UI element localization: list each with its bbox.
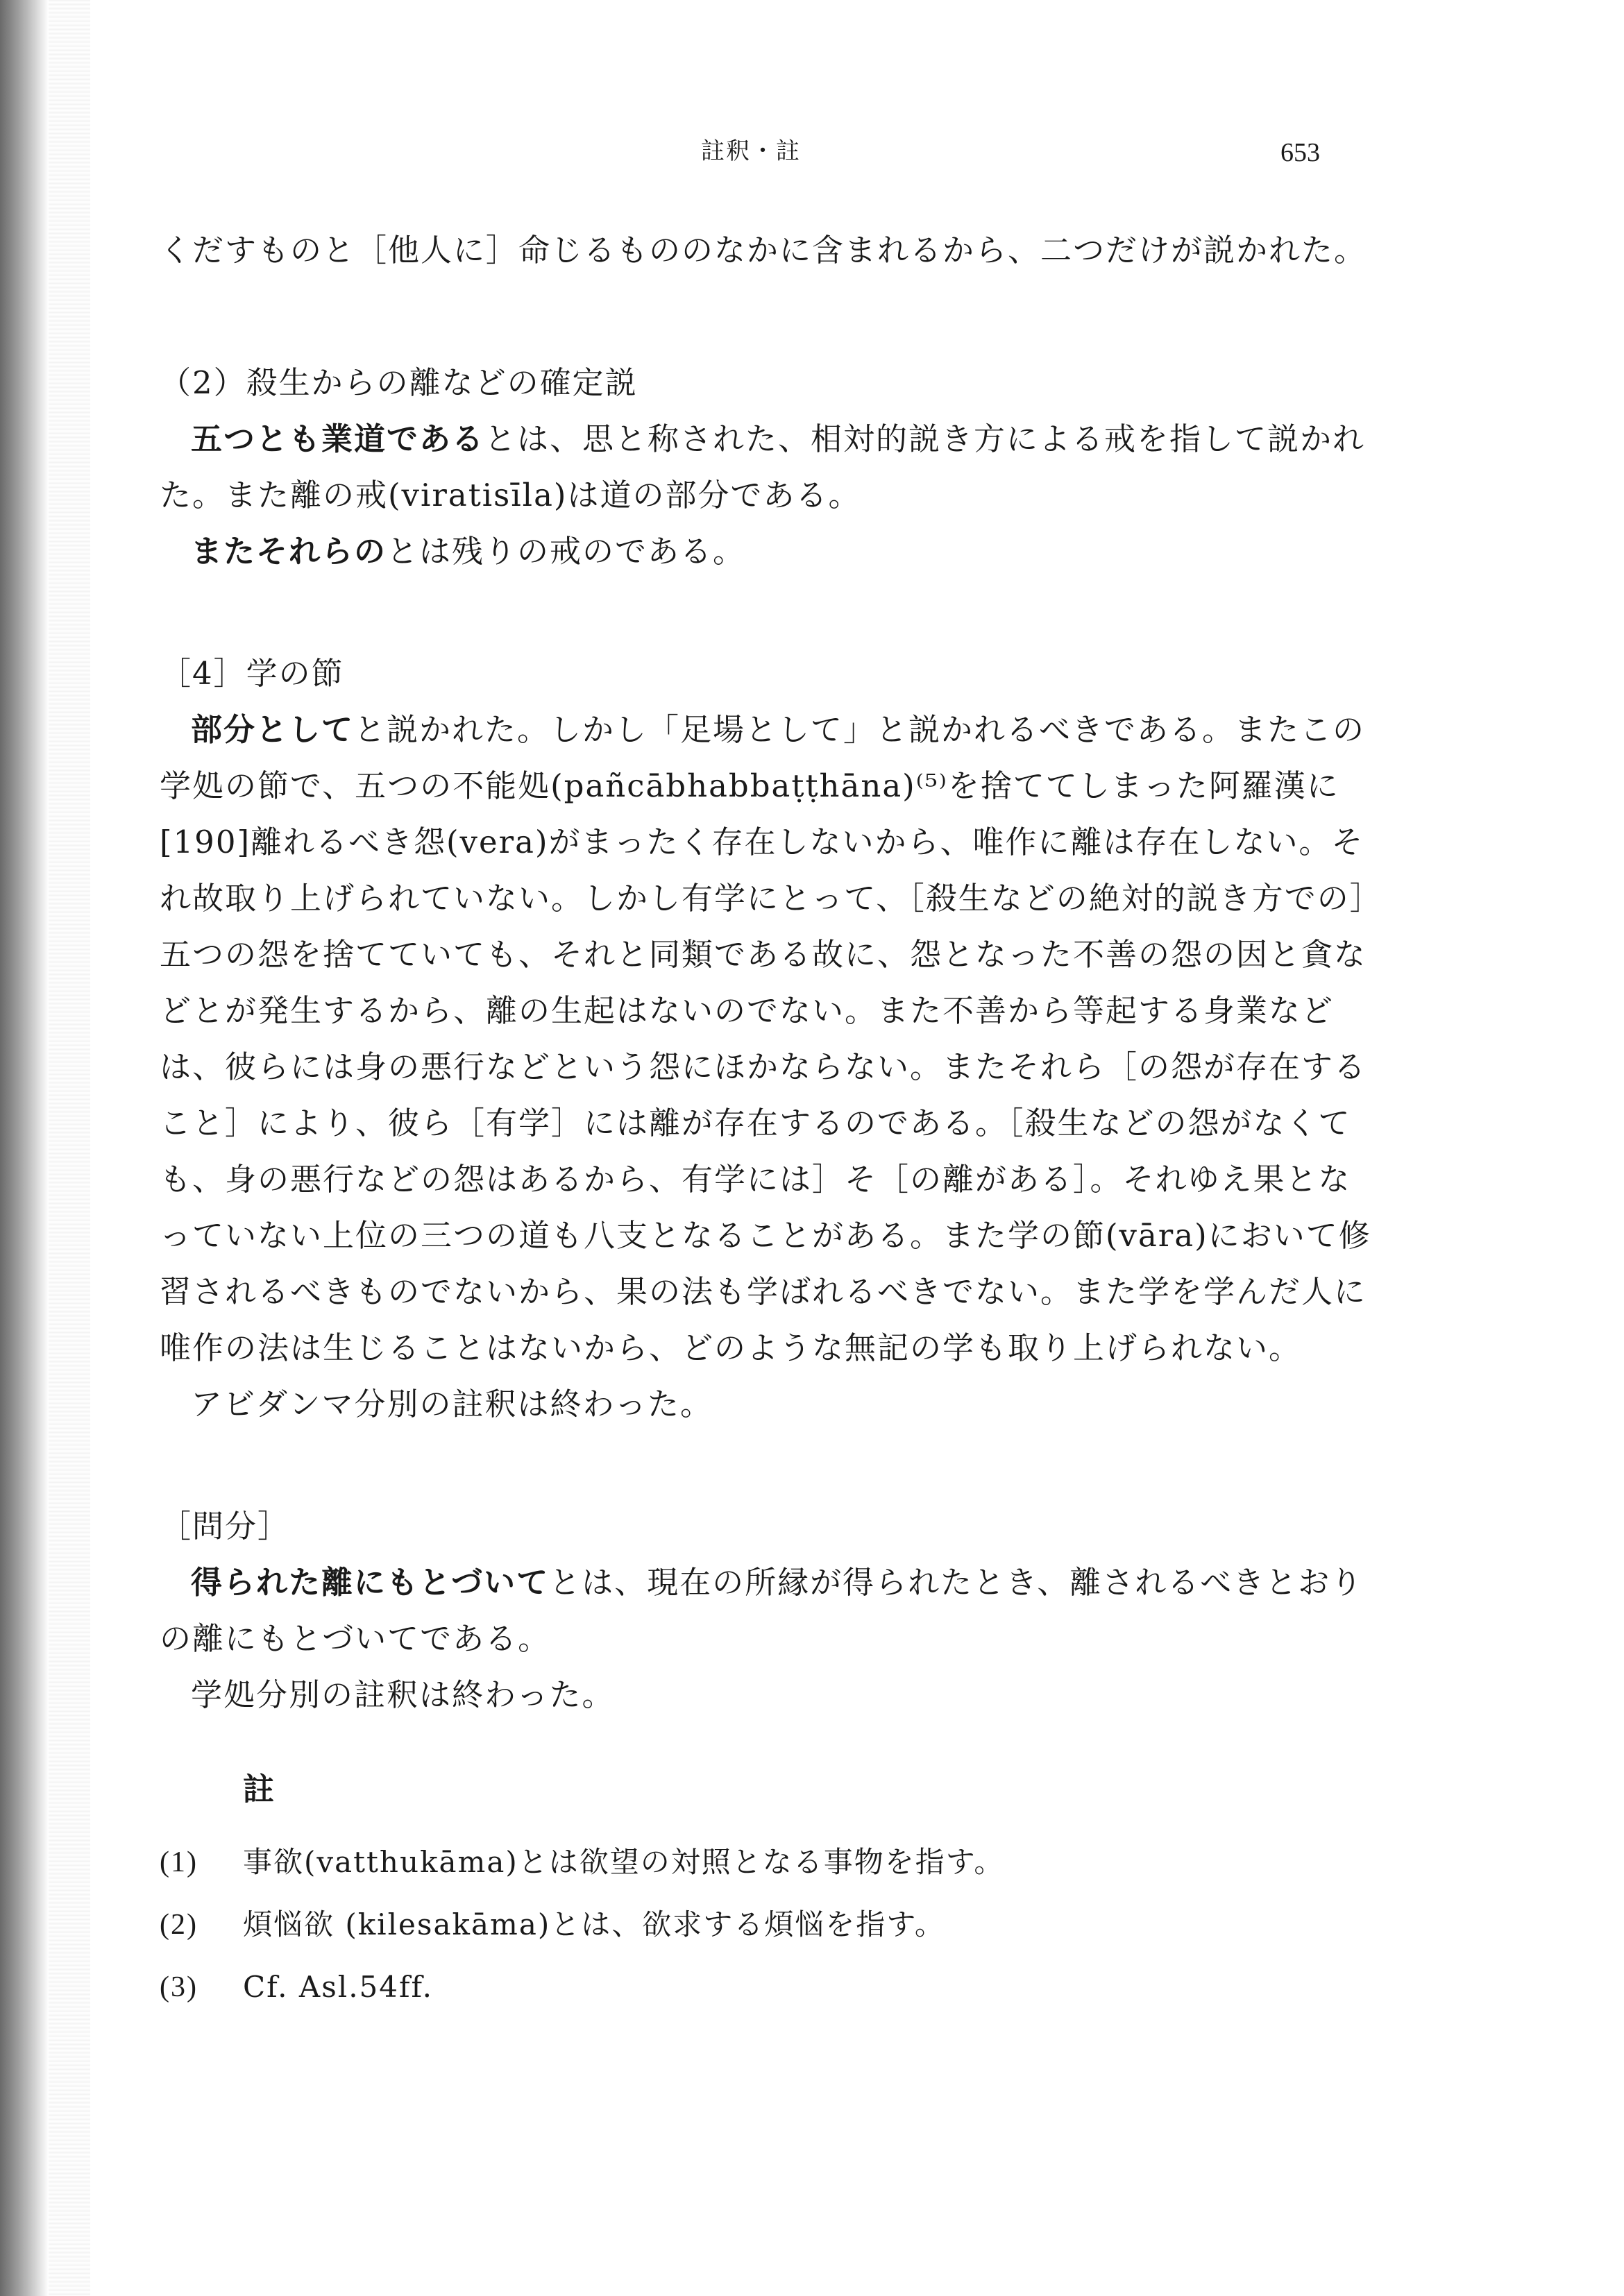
running-head: 註釈・註 — [701, 137, 801, 165]
binding-texture — [49, 0, 90, 2296]
bold-term: またそれらの — [191, 533, 387, 570]
spacer — [160, 1723, 1381, 1761]
note-item — [160, 1831, 1381, 1894]
section-2-heading: （2）殺生からの離などの確定説 — [160, 364, 638, 401]
book-binding-shadow — [0, 0, 49, 2296]
section-2-paragraph-1 — [160, 411, 1381, 523]
note-item — [160, 1956, 1381, 2018]
question-paragraph-1 — [160, 1554, 1381, 1667]
section-4-paragraph-1 — [160, 701, 1381, 1376]
section-4-paragraph-2: アビダンマ分別の註釈は終わった。 — [191, 1386, 713, 1422]
page-number: 653 — [1280, 138, 1320, 167]
bold-term: 五つとも業道である — [191, 420, 485, 457]
paragraph-text: とは、現在の所縁が得られたとき、離されるべきとおりの離にもとづいてである。 — [160, 1564, 1364, 1657]
note-text: 事欲(vatthukāma)とは欲望の対照となる事物を指す。 — [243, 1845, 1005, 1879]
bold-term: 部分として — [191, 711, 355, 748]
spacer — [160, 579, 1381, 645]
intro-paragraph: くだすものと［他人に］命じるもののなかに含まれるから、二つだけが説かれた。 — [160, 232, 1367, 269]
paragraph-text: とは残りの戒のである。 — [387, 533, 746, 570]
bold-term: 得られた離にもとづいて — [191, 1564, 550, 1601]
note-item — [160, 1894, 1381, 1956]
page-body — [160, 222, 1381, 2018]
question-paragraph-2: 学処分別の註釈は終わった。 — [191, 1676, 615, 1713]
section-4-heading: ［4］学の節 — [160, 655, 344, 692]
note-number: (3) — [160, 1971, 198, 2003]
note-number: (2) — [160, 1909, 198, 1941]
page-header — [0, 132, 1624, 173]
notes-title: 註 — [243, 1771, 276, 1808]
question-section-heading: ［問分］ — [160, 1508, 291, 1545]
note-text: Cf. Asl.54ff. — [243, 1970, 433, 2004]
section-2-paragraph-2 — [160, 523, 1381, 579]
spacer — [160, 278, 1381, 355]
paragraph-text: と説かれた。しかし「足場として」と説かれるべきである。またこの学処の節で、五つの不能処(pañcābhabbaṭṭhāna)⁽⁵⁾を捨ててしまった阿羅漢に[190]離れるべき怨(vera)がまったく存在しないから、唯作に離は存在しない。それ故取り上げられていない。しかし有学にとって、［殺生などの絶対的説き方での］五つの怨を捨てていても、それと同類である故に、怨となった不善の怨の因と貪などとが発生するから、離の生起はないのでない。また不善から等起する身業などは、彼らには身の悪行などという怨にほかならない。またそれら［の怨が存在すること］により、彼ら［有学］には離が存在するのである。［殺生などの怨がなくても、身の悪行などの怨はあるから、有学には］そ［の離がある］。それゆえ果となっていない上位の三つの道も八支となることがある。また学の節(vāra)において修習されるべきものでないから、果の法も学ばれるべきでない。また学を学んだ人に唯作の法は生じることはないから、どのような無記の学も取り上げられない。 — [160, 711, 1371, 1366]
spacer — [160, 1432, 1381, 1498]
paragraph-text: とは、思と称された、相対的説き方による戒を指して説かれた。また離の戒(viratisīla)は道の部分である。 — [160, 420, 1366, 513]
note-text: 煩悩欲 (kilesakāma)とは、欲求する煩悩を指す。 — [243, 1907, 945, 1941]
note-number: (1) — [160, 1846, 198, 1878]
